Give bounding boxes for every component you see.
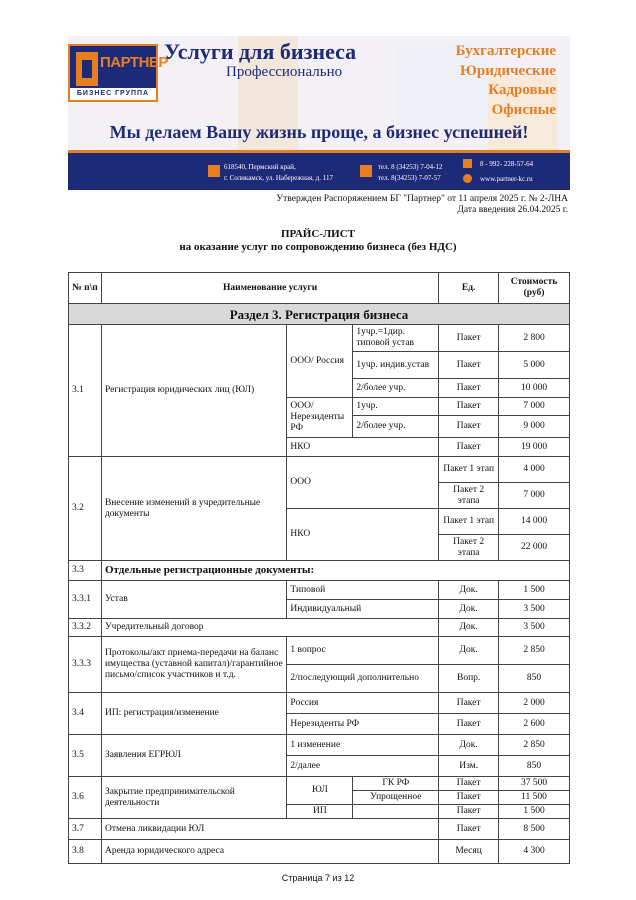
price-cell: 7 000	[499, 483, 570, 509]
price-cell: 19 000	[499, 438, 570, 457]
unit-cell: Док.	[439, 619, 499, 637]
service-name: Закрытие предпринимательской деятельности	[101, 777, 286, 819]
service-name: Внесение изменений в учредительные документы	[101, 457, 286, 561]
row-number: 3.1	[69, 325, 102, 457]
row-number: 3.8	[69, 840, 102, 864]
unit-cell: Док.	[439, 600, 499, 619]
service-variant: ООО/ Россия	[287, 325, 353, 398]
unit-cell: Пакет	[439, 398, 499, 416]
price-cell: 5 000	[499, 352, 570, 379]
row-number: 3.6	[69, 777, 102, 819]
price-cell: 2 850	[499, 637, 570, 665]
introduction-date: Дата введения 26.04.2025 г.	[457, 205, 568, 215]
unit-cell: Пакет	[439, 438, 499, 457]
approval-note	[276, 194, 568, 216]
column-header-number: № п\п	[69, 273, 102, 304]
unit-cell: Пакет 1 этап	[439, 457, 499, 483]
service-name: ИП: регистрация/изменение	[101, 693, 286, 735]
service-variant: 1 изменение	[287, 735, 439, 756]
unit-cell: Пакет	[439, 714, 499, 735]
service-item: Юридические	[459, 62, 556, 79]
table-row	[69, 325, 570, 352]
unit-cell: Пакет	[439, 416, 499, 438]
table-row	[69, 693, 570, 714]
service-name: Устав	[101, 581, 286, 619]
price-cell: 2 800	[499, 325, 570, 352]
mobile-phone: 8 - 992- 228-57-64	[480, 160, 534, 168]
header-title: Услуги для бизнеса	[164, 39, 357, 64]
subsection-title: Отдельные регистрационные документы:	[101, 561, 569, 581]
price-cell: 4 300	[499, 840, 570, 864]
phone-1: тел. 8 (34253) 7-04-12	[378, 163, 443, 171]
service-variant: ИП	[287, 805, 353, 819]
price-cell: 850	[499, 756, 570, 777]
service-name: Заявления ЕГРЮЛ	[101, 735, 286, 777]
row-number: 3.2	[69, 457, 102, 561]
unit-cell: Пакет	[439, 819, 499, 840]
service-name: Учредительный договор	[101, 619, 438, 637]
service-option: 1учр.=1дир. типовой устав	[353, 325, 439, 352]
price-cell: 9 000	[499, 416, 570, 438]
table-row	[69, 581, 570, 600]
service-name: Аренда юридического адреса	[101, 840, 438, 864]
document-title: ПРАЙС-ЛИСТ	[280, 228, 355, 240]
unit-cell: Пакет	[439, 693, 499, 714]
price-cell: 22 000	[499, 535, 570, 561]
service-item: Кадровые	[488, 82, 556, 98]
price-cell: 1 500	[499, 581, 570, 600]
table-row	[69, 777, 570, 791]
price-cell: 2 000	[499, 693, 570, 714]
empty-cell	[353, 805, 439, 819]
service-variant: ООО	[287, 457, 439, 509]
service-item: Офисные	[491, 101, 556, 118]
price-cell: 10 000	[499, 379, 570, 398]
price-cell: 11 500	[499, 791, 570, 805]
service-option: 1учр.	[353, 398, 439, 416]
home-icon	[208, 165, 220, 177]
table-row	[69, 840, 570, 864]
section-row	[69, 304, 570, 325]
row-number: 3.3.1	[69, 581, 102, 619]
address-line-1: 618540, Пермский край,	[224, 163, 296, 171]
table-row	[69, 619, 570, 637]
service-name: Регистрация юридических лиц (ЮЛ)	[101, 325, 286, 457]
service-variant: НКО	[287, 509, 439, 561]
unit-cell: Пакет	[439, 791, 499, 805]
unit-cell: Пакет	[439, 777, 499, 791]
price-cell: 3 500	[499, 619, 570, 637]
price-cell: 37 500	[499, 777, 570, 791]
document-subtitle: на оказание услуг по сопровождению бизнеса (без НДС)	[179, 241, 457, 253]
price-cell: 4 000	[499, 457, 570, 483]
mobile-icon	[463, 159, 472, 168]
service-variant: Россия	[287, 693, 439, 714]
row-number: 3.4	[69, 693, 102, 735]
service-option: Упрощенное	[353, 791, 439, 805]
contact-bar	[68, 150, 570, 190]
service-option: 1учр. индив.устав	[353, 352, 439, 379]
unit-cell: Пакет	[439, 325, 499, 352]
unit-cell: Пакет	[439, 379, 499, 398]
table-row	[69, 457, 570, 483]
table-row	[69, 819, 570, 840]
price-cell: 2 850	[499, 735, 570, 756]
service-variant: Типовой	[287, 581, 439, 600]
table-row	[69, 561, 570, 581]
service-variant: НКО	[287, 438, 439, 457]
section-title: Раздел 3. Регистрация бизнеса	[69, 304, 570, 325]
price-table	[68, 272, 570, 864]
column-header-name: Наименование услуги	[101, 273, 438, 304]
services-list	[456, 42, 556, 120]
service-item: Бухгалтерские	[455, 43, 556, 59]
service-option: 2/более учр.	[353, 379, 439, 398]
website-link[interactable]: www.partner-kc.ru	[480, 175, 533, 183]
logo-mark-icon	[76, 52, 98, 86]
service-variant: 1 вопрос	[287, 637, 439, 665]
page-number: Страница 7 из 12	[281, 873, 355, 883]
row-number: 3.7	[69, 819, 102, 840]
price-cell: 8 500	[499, 819, 570, 840]
unit-cell: Пакет 2 этапа	[439, 483, 499, 509]
unit-cell: Пакет 2 этапа	[439, 535, 499, 561]
service-variant: 2/последующий дополнительно	[287, 665, 439, 693]
document-title-block	[0, 228, 636, 254]
unit-cell: Пакет	[439, 352, 499, 379]
column-header-price: Стоимость (руб)	[499, 273, 570, 304]
service-option: ГК РФ	[353, 777, 439, 791]
price-cell: 7 000	[499, 398, 570, 416]
approval-line: Утвержден Распоряжением БГ "Партнер" от 11 апреля 2025 г. № 2-ЛНА	[276, 194, 568, 204]
logo-name: ПАРТНЕР	[100, 54, 168, 71]
column-header-unit: Ед.	[439, 273, 499, 304]
logo-subtitle: БИЗНЕС ГРУППА	[70, 88, 156, 100]
unit-cell: Док.	[439, 581, 499, 600]
unit-cell: Док.	[439, 637, 499, 665]
unit-cell: Пакет 1 этап	[439, 509, 499, 535]
price-cell: 1 500	[499, 805, 570, 819]
table-header-row	[69, 273, 570, 304]
row-number: 3.5	[69, 735, 102, 777]
service-variant: Индивидуальный	[287, 600, 439, 619]
unit-cell: Вопр.	[439, 665, 499, 693]
unit-cell: Док.	[439, 735, 499, 756]
price-cell: 850	[499, 665, 570, 693]
service-variant: 2/далее	[287, 756, 439, 777]
service-variant: ООО/ Нерезиденты РФ	[287, 398, 353, 438]
row-number: 3.3.2	[69, 619, 102, 637]
service-name: Отмена ликвидации ЮЛ	[101, 819, 438, 840]
service-option: 2/более учр.	[353, 416, 439, 438]
unit-cell: Изм.	[439, 756, 499, 777]
header-subtitle: Профессионально	[226, 64, 343, 80]
address-line-2: г. Соликамск, ул. Набережная, д. 117	[224, 174, 333, 182]
price-cell: 2 600	[499, 714, 570, 735]
phone-2: тел. 8(34253) 7-07-57	[378, 174, 441, 182]
price-cell: 14 000	[499, 509, 570, 535]
row-number: 3.3	[69, 561, 102, 581]
table-row	[69, 637, 570, 665]
service-variant: ЮЛ	[287, 777, 353, 805]
company-logo	[68, 44, 168, 102]
price-cell: 3 500	[499, 600, 570, 619]
service-name: Протоколы/акт приема-передачи на баланс имущества (уставной капитал)/гарантийное письмо/список участников и т.д.	[101, 637, 286, 693]
header-banner	[68, 36, 570, 154]
globe-icon	[463, 174, 472, 183]
unit-cell: Месяц	[439, 840, 499, 864]
header-slogan: Мы делаем Вашу жизнь проще, а бизнес успешней!	[109, 122, 529, 142]
service-variant: Нерезиденты РФ	[287, 714, 439, 735]
phone-icon	[360, 165, 372, 177]
row-number: 3.3.3	[69, 637, 102, 693]
unit-cell: Пакет	[439, 805, 499, 819]
table-row	[69, 735, 570, 756]
